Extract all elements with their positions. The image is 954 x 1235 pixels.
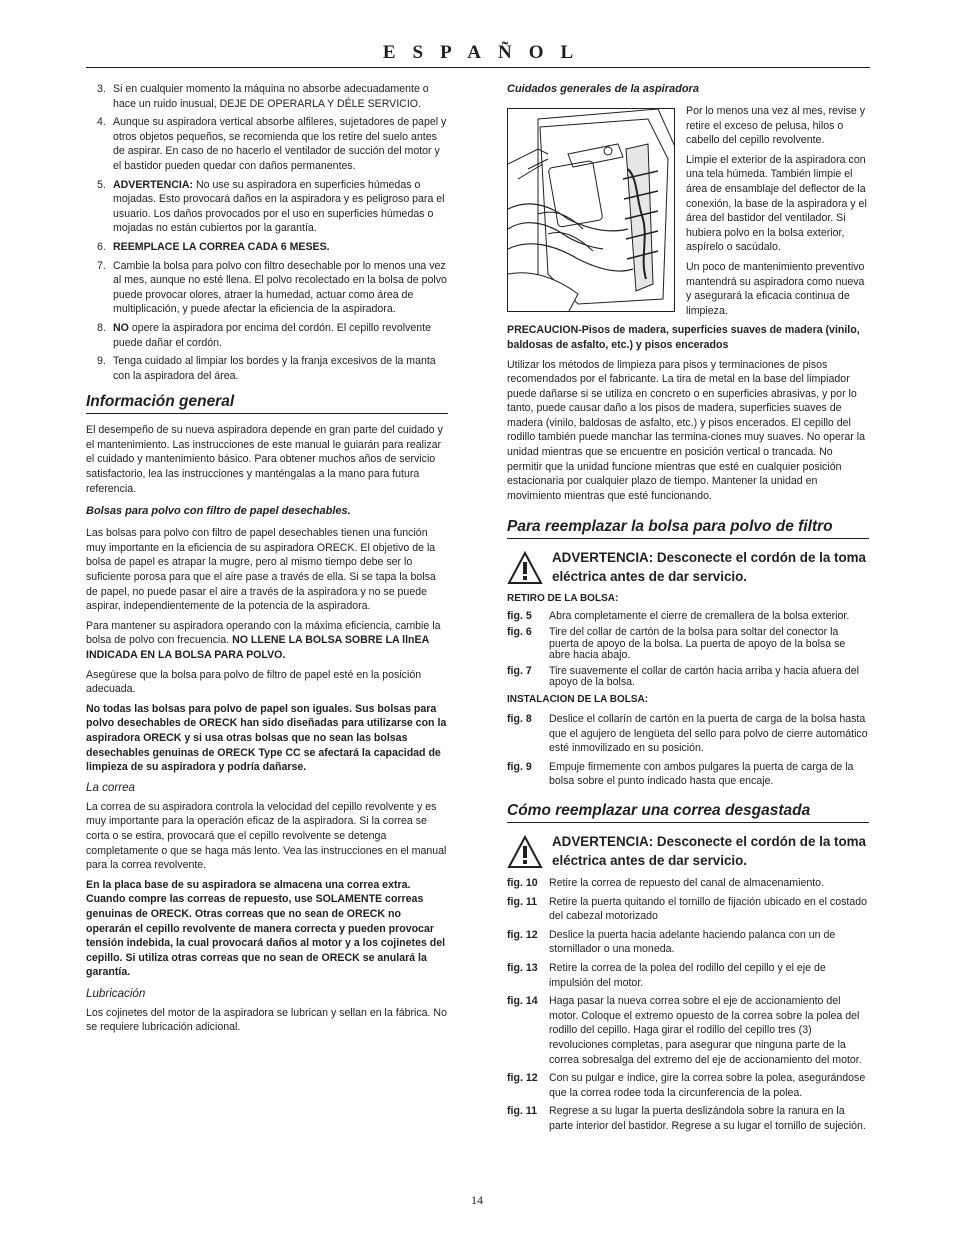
header-title: ESPAÑOL — [382, 42, 591, 63]
left-column — [86, 82, 448, 1040]
warning-text: ADVERTENCIA: Desconecte el cordón de la toma eléctrica antes de dar servicio. — [552, 550, 866, 585]
subheading-bags: Bolsas para polvo con filtro de papel desechables. — [86, 505, 351, 518]
list-item: 9. Tenga cuidado al limpiar los bordes y la franja excesivos de la manta con la aspiradora del área. — [97, 355, 436, 382]
list-item: 4. Aunque su aspiradora vertical absorbe alfileres, sujetadores de papel y otros objetos pequeños, se recomienda que los retire del suelo antes de aspirar. En caso de no hacerlo el ventilador de succión del motor y el bastidor pueden quedar con daños permanentes. — [97, 116, 447, 172]
step-row: fig. 11 Retire la puerta quitando el tornillo de fijación ubicado en el costado del cabezal motorizado — [507, 895, 868, 923]
step-row: fig. 11 Regrese a su lugar la puerta deslizándola sobre la ranura en la parte interior del bastidor. Regrese a su lugar el tornillo de sujeción. — [507, 1105, 866, 1132]
care-paragraph-1: Por lo menos una vez al mes, revise y retire el exceso de pelusa, hilos o cabello del cepillo revolvente. — [686, 105, 865, 147]
section-heading-bag: Para reemplazar la bolsa para polvo de filtro — [507, 517, 869, 539]
lubrication-paragraph: Los cojinetes del motor de la aspiradora se lubrican y sellan en la fábrica. No se requiere lubricación adicional. — [86, 1006, 447, 1034]
subheading-belt: La correa — [86, 780, 135, 794]
safety-list — [86, 82, 448, 383]
caution-paragraph: Utilizar los métodos de limpieza para pisos y terminaciones de pisos recomendados por el fabricante. La tira de metal en la base del limpiador puede dañarse si se utiliza en concreto o en superficies abrasivas, y por lo tanto, puede causar daño a los pisos de madera, superficies suaves de madera (vinilo, baldosas de asfalto, etc.) y pisos encerados. El cepillo del rodillo también puede manchar las termina-ciones muy suaves. No operar la unidad mientras que se encuentre en posición vertical o trancada. No permitir que la unidad funcione mientras que esté en cualquier posición estacionaria por cualquier plazo de tiempo. Mantener la unidad en movimiento mientras que esté funcionando. — [507, 358, 866, 502]
info-paragraph: El desempeño de su nueva aspiradora depende en gran parte del cuidado y el mantenimiento. Las instrucciones de este manual le guiarán para realizar el cuidado y mantenimiento básico. Para obtener muchos años de servicio satisfactorio, lea las instrucciones y manténgalas a la mano para futura referencia. — [86, 424, 443, 495]
list-item: 7. Cambie la bolsa para polvo con filtro desechable por lo menos una vez al mes, aunque no esté llena. El polvo recolectado en la bolsa de polvo puede provocar olores, atraer la humedad, actuar como área de multiplicación, y puede afectar la eficiencia de la aspiradora. — [97, 259, 447, 316]
step-row: fig. 6 Tire del collar de cartón de la bolsa para soltar del conector la puerta de apoyo de la bolsa. La puerta de apoyo de la bolsa se abre hacia abajo. — [507, 626, 846, 662]
step-row: fig. 9 Empuje firmemente con ambos pulgares la puerta de carga de la bolsa sobre el punto indicado hasta que encaje. — [507, 760, 854, 788]
page-number: 14 — [471, 1193, 483, 1207]
list-item: 8. NO opere la aspiradora por encima del cordón. El cepillo revolvente puede dañar el cordón. — [97, 321, 431, 349]
warning-triangle-icon — [507, 551, 543, 585]
step-row: fig. 10 Retire la correa de repuesto del canal de almacenamiento. — [507, 876, 825, 889]
step-row: fig. 13 Retire la correa de la polea del rodillo del cepillo y el eje de impulsión del motor. — [507, 961, 826, 989]
warning-box — [507, 832, 869, 870]
warning-box — [507, 548, 869, 586]
install-heading: INSTALACION DE LA BOLSA: — [507, 694, 649, 705]
right-column — [507, 82, 869, 1137]
cleaning-illustration — [507, 108, 675, 312]
bags-paragraph-3: Asegúrese que la bolsa para polvo de filtro de papel esté en la posición adecuada. — [86, 668, 422, 696]
list-item: 6. REEMPLACE LA CORREA CADA 6 MESES. — [97, 240, 330, 253]
list-item: 3. Si en cualquier momento la máquina no absorbe adecuadamente o hace un ruido inusual, DEJE DE OPERARLA Y DÉLE SERVICIO. — [97, 83, 429, 110]
caution-heading: PRECAUCION-Pisos de madera, superficies suaves de madera (vinilo, baldosas de asfalto, etc.) y pisos encerados — [507, 324, 860, 351]
bags-paragraph-1: Las bolsas para polvo con filtro de papel desechables tienen una función muy importante en la eficiencia de su aspiradora ORECK. El objetivo de la bolsa de papel es atrapar la mugre, pero al mismo tiempo debe ser lo suficiente porosa para que el aire pase a través de ella. Si se tapa la bolsa de papel, no puede pasar el aire a través de la aspiradora y no se puede aspirar, independientemente de la potencia de la aspiradora. — [86, 527, 436, 613]
section-heading-belt: Cómo reemplazar una correa desgastada — [507, 801, 869, 823]
removal-heading: RETIRO DE LA BOLSA: — [507, 593, 619, 605]
step-row: fig. 14 Haga pasar la nueva correa sobre el eje de accionamiento del motor. Coloque el extremo opuesto de la correa sobre la polea del rodillo del cepillo. Haga girar el rodillo del cepillo tres (3) revoluciones completas, para asegurar que ninguna parte de la correa sobresalga del extremo del eje de accionamiento del motor. — [507, 995, 862, 1066]
step-row: fig. 7 Tire suavemente el collar de cartón hacia arriba y hacia afuera del apoyo de la bolsa. — [507, 664, 859, 689]
list-item: 5. ADVERTENCIA: No use su aspiradora en superficies húmedas o mojadas. Esto provocará daños en la aspiradora y es peligroso para el usuario. Los daños provocados por el uso en superficies húmedas o mojadas no están cubiertos por la garantía. — [97, 178, 445, 235]
section-heading-info: Información general — [86, 392, 448, 414]
step-row: fig. 8 Deslice el collarín de cartón en la puerta de carga de la bolsa hasta que el agujero de lengüeta del sello para polvo de cierre automático esté inmovilizado en su posición. — [507, 713, 868, 755]
care-text — [686, 104, 869, 318]
care-paragraph-3: Un poco de mantenimiento preventivo mantendrá su aspiradora como nueva y asegurará la eficacia continua de limpieza. — [686, 260, 865, 317]
step-row: fig. 12 Con su pulgar e índice, gire la correa sobre la polea, asegurándose que la correa rodee toda la circunferencia de la polea. — [507, 1072, 866, 1099]
care-paragraph-2: Limpie el exterior de la aspiradora con una tela húmeda. También limpie el área de ensamblaje del deflector de la conexión, la base de la aspiradora y el área del bastidor del ventilador. Si hubiera polvo en la bolsa exterior, aspírelo o sacúdalo. — [686, 153, 867, 254]
belt-paragraph-1: La correa de su aspiradora controla la velocidad del cepillo revolvente y es muy importante para la operación eficaz de la aspiradora. Si la correa se corta o se estira, provocará que el cepillo revolvente se detenga completamente o que se haga más lento. Vea las instrucciones en el manual para la correa revolvente. — [86, 800, 447, 872]
bags-paragraph-2: Para mantener su aspiradora operando con la máxima eficiencia, cambie la bolsa de polvo con frecuencia. NO LLENE LA BOLSA SOBRE LA llnEA INDICADA EN LA BOLSA PARA POLVO. — [86, 619, 441, 661]
bags-paragraph-4: No todas las bolsas para polvo de papel son iguales. Sus bolsas para polvo desechables de ORECK han sido diseñadas para utilizarse con la aspiradora ORECK y si usa otras bolsas que no sean las bolsas desechables genuinas de ORECK Type CC se afectará la capacidad de limpieza de su aspiradora y podría dañarse. — [86, 702, 447, 774]
step-row: fig. 5 Abra completamente el cierre de cremallera de la bolsa exterior. — [507, 610, 850, 623]
belt-paragraph-2: En la placa base de su aspiradora se almacena una correa extra. Cuando compre las correas de repuesto, use SOLAMENTE correas genuinas de ORECK. Otras correas que no sean de ORECK no operarán el cepillo revolvente de manera correcta y pueden provocar tensión indebida, la cual provocará daños al motor y a los cojinetes del cepillo. Si utiliza otras correas que no sean de ORECK se anulará la garantía. — [86, 878, 446, 979]
brushroll-cleaning-illustration — [508, 109, 675, 312]
subheading-lubrication: Lubricación — [86, 986, 146, 1000]
warning-text: ADVERTENCIA: Desconecte el cordón de la toma eléctrica antes de dar servicio. — [552, 833, 866, 868]
subheading-care: Cuidados generales de la aspiradora — [507, 83, 699, 95]
page-header — [86, 40, 870, 68]
warning-triangle-icon — [507, 835, 543, 869]
step-row: fig. 12 Deslice la puerta hacia adelante haciendo palanca con un de stornillador o una moneda. — [507, 928, 836, 956]
